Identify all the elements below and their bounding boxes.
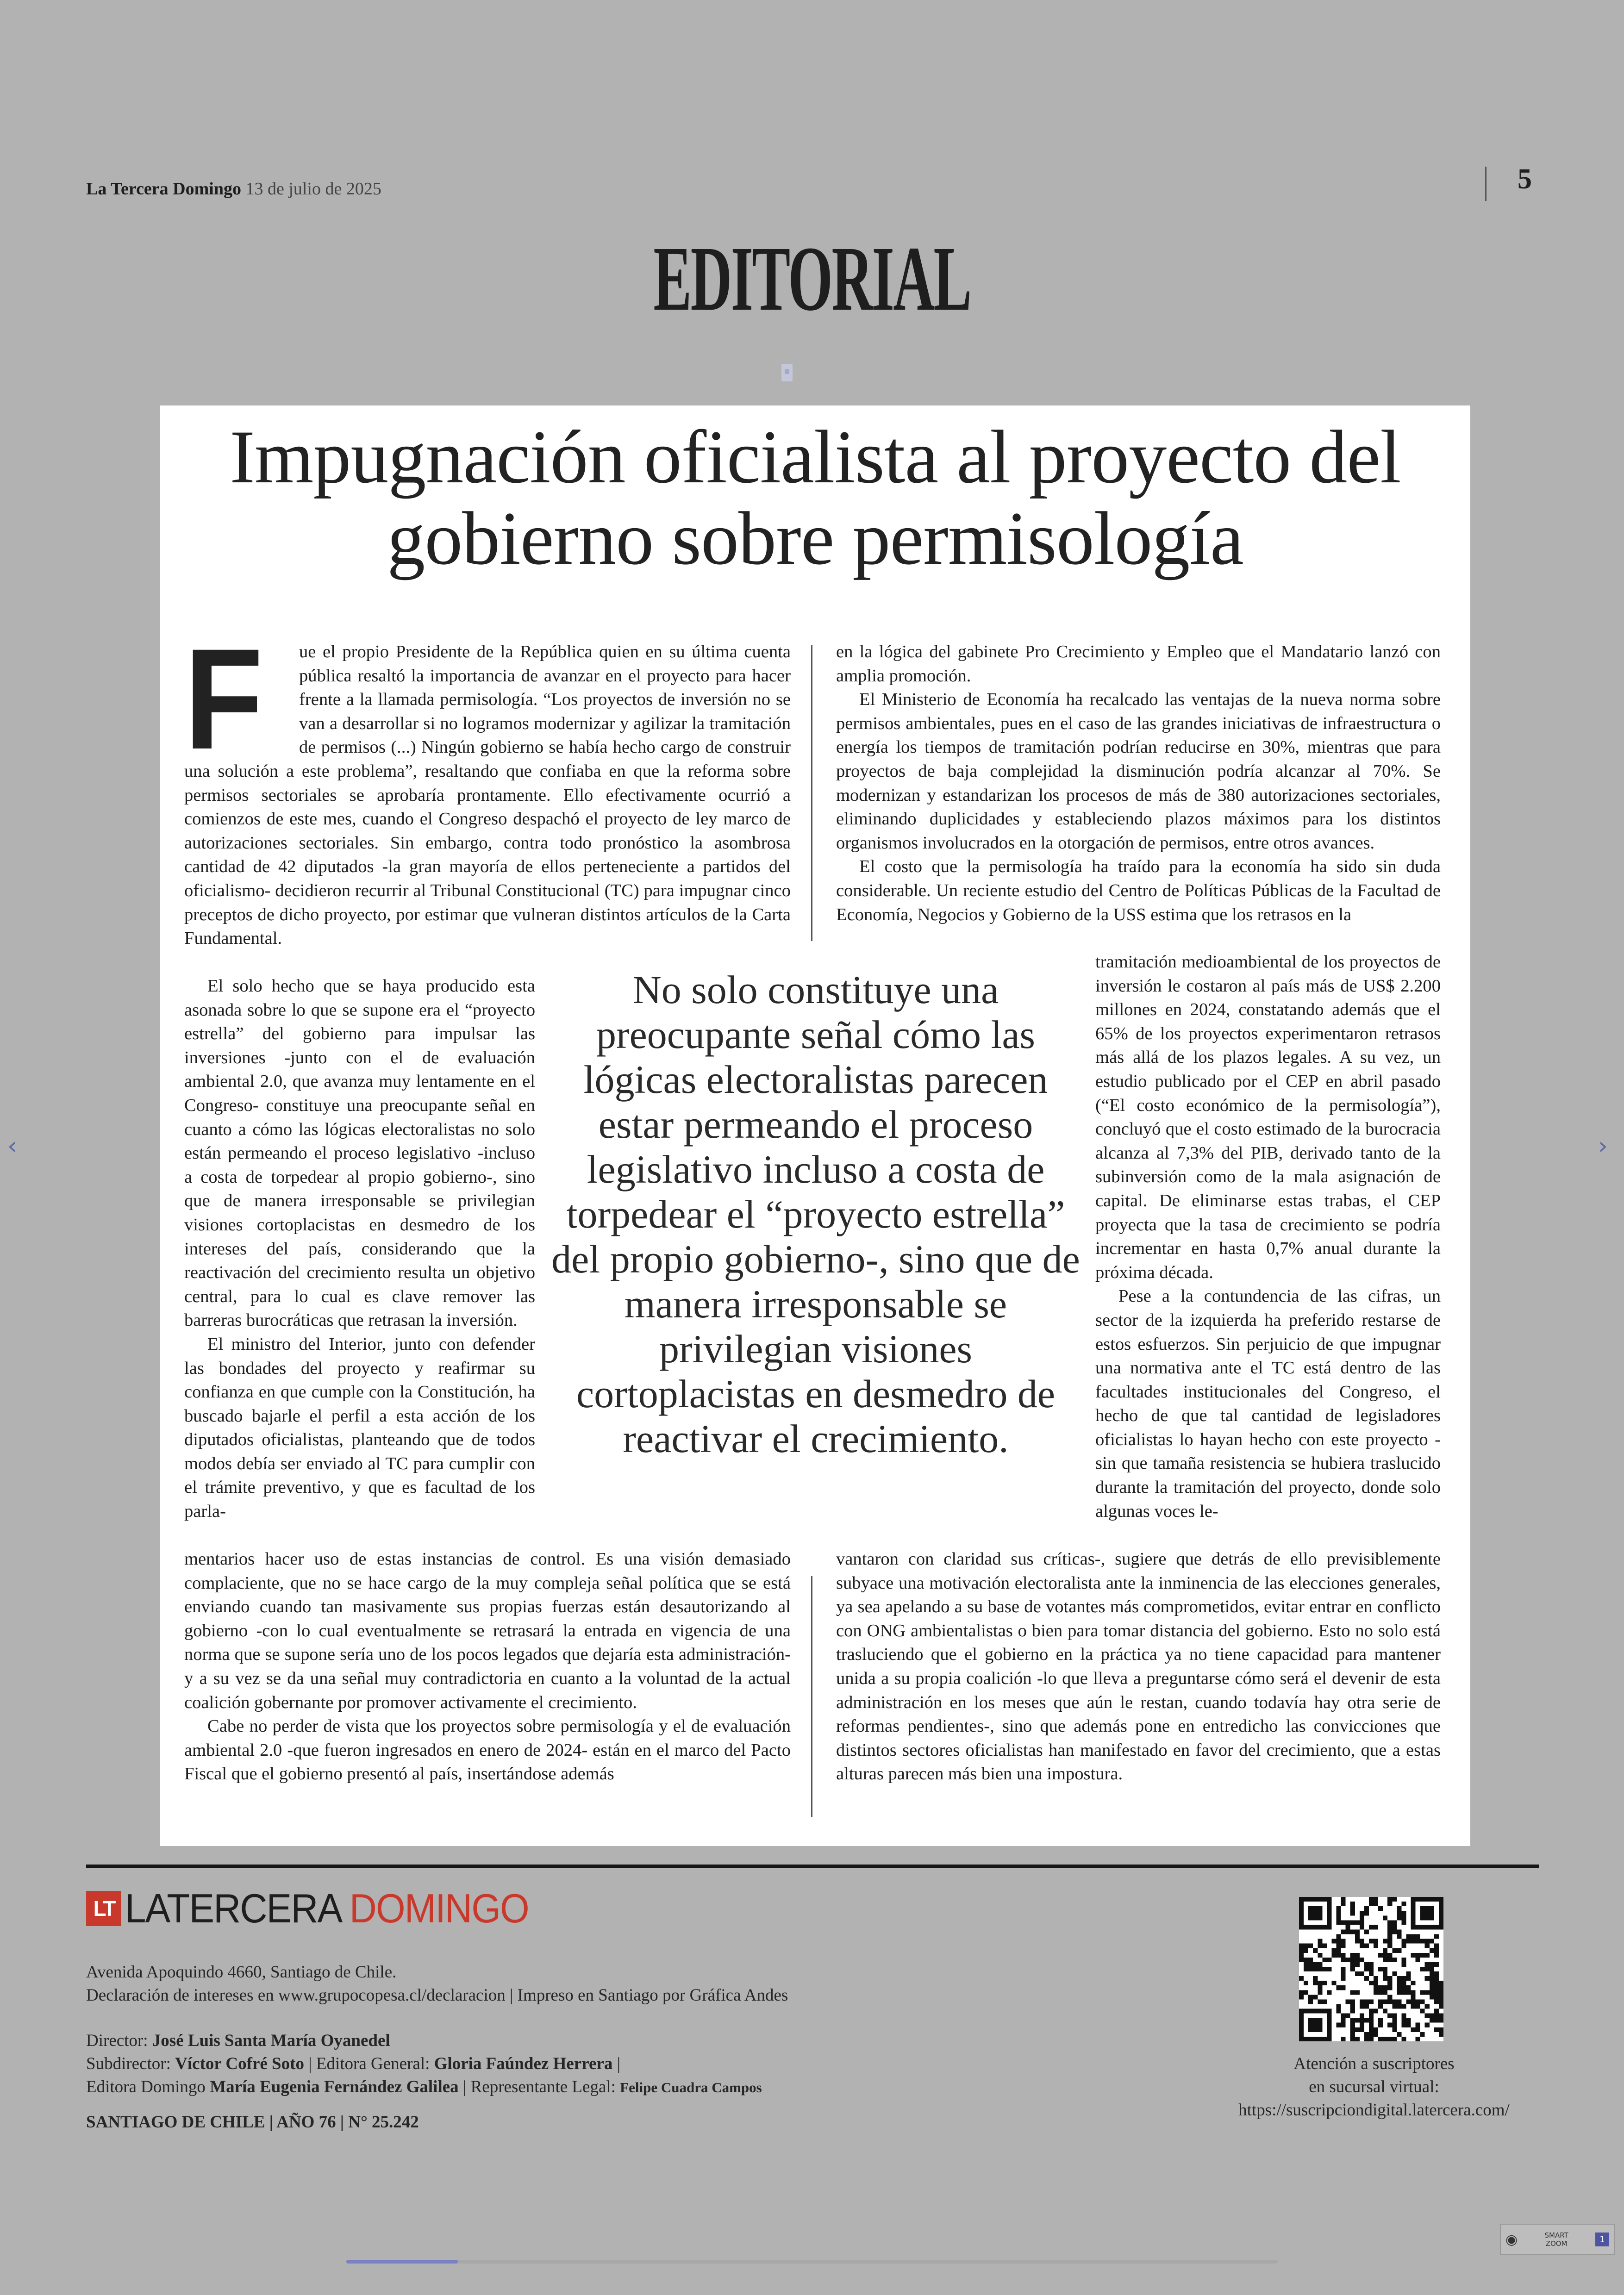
subscriber-note: Atención a suscriptores en sucursal virtual: https://suscripciondigital.latercera.com/ xyxy=(1213,2052,1535,2122)
page-progress-fill xyxy=(346,2260,458,2264)
paragraph: El solo hecho que se haya producido esta asonada sobre lo que se supone era el “proyecto estrella” del gobierno para impulsar las inversiones -junto con el de evaluación ambiental 2.0, que avanza muy lentamente en el Congreso- constituye una preocupante señal en cuanto a cómo las lógicas electoralistas no solo están permeando el proceso legislativo -incluso a costa de torpedear al propio gobierno-, sino que de manera irresponsable se privilegian visiones cortoplacistas en desmedro de los intereses del país, considerando que la reactivación del crecimiento resulta un objetivo central, para lo cual es clave remover las barreras burocráticas que retrasan la inversión. xyxy=(184,976,535,1330)
masthead-staff xyxy=(86,2029,762,2099)
column-left-bottom xyxy=(184,1547,791,1786)
paragraph: ue el propio Presidente de la República quien en su última cuenta pública resaltó la importancia de avanzar en el proyecto para hacer frente a la llamada permisología. “Los proyectos de inversión no se van a desarrollar si no logramos modernizar y agilizar la tramitación de permisos (...) Ningún gobierno se había hecho cargo de construir una solución a este problema”, resaltando que confiaba en que la reforma sobre permisos sectoriales se aprobaría prontamente. Ello efectivamente ocurrió a comienzos de este mes, cuando el Congreso despachó el proyecto de ley marco de autorizaciones sectoriales. Sin embargo, contra todo pronóstico la asombrosa cantidad de 42 diputados -la gran mayoría de ellos perteneciente a partidos del oficialismo- decidieron recurrir al Tribunal Constitucional (TC) para impugnar cinco preceptos de dicho proyecto, por estimar que vulneran distintos artículos de la Carta Fundamental. xyxy=(184,642,791,948)
publisher-address xyxy=(86,1961,788,2007)
column-left-middle xyxy=(184,974,535,1524)
logo-mark: LT xyxy=(86,1891,121,1926)
logo-main: LATERCERA xyxy=(125,1885,340,1931)
pull-quote: No solo constituye una preocupante señal cómo las lógicas electoralistas parecen estar permeando el proceso legislativo incluso a costa de torpedear el “proyecto estrella” del propio gobierno-, sino que de manera irresponsable se privilegian visiones cortoplacistas en desmedro de reactivar el crecimiento. xyxy=(551,967,1080,1461)
paper-name: La Tercera Domingo xyxy=(86,179,241,199)
smart-zoom-label: SMART ZOOM xyxy=(1544,2231,1568,2248)
column-right-bottom xyxy=(836,1547,1441,1786)
paragraph: en la lógica del gabinete Pro Crecimiento y Empleo que el Mandatario lanzó con amplia promoción. xyxy=(836,642,1441,686)
footer-rule xyxy=(86,1865,1539,1868)
edition-info: SANTIAGO DE CHILE | AÑO 76 | N° 25.242 xyxy=(86,2113,419,2132)
column-right-top xyxy=(836,640,1441,927)
subscriber-link[interactable]: https://suscripciondigital.latercera.com/ xyxy=(1238,2101,1510,2120)
next-page-button[interactable]: › xyxy=(1598,1132,1608,1160)
issue-date: 13 de julio de 2025 xyxy=(245,179,381,199)
paper-reference xyxy=(86,179,381,199)
smart-zoom-control[interactable] xyxy=(1500,2224,1615,2255)
qr-code-icon[interactable] xyxy=(1299,1897,1443,2041)
page-progress-track[interactable] xyxy=(346,2260,1278,2264)
zoom-badge: 1 xyxy=(1595,2233,1609,2246)
paragraph: mentarios hacer uso de estas instancias de control. Es una visión demasiado complaciente, que no se hace cargo de la muy compleja señal política que se está enviando cuando tan masivamente sus propias fuerzas están desautorizando al gobierno -con lo cual eventualmente se retrasará la entrada en vigencia de una norma que se supone sería uno de los pocos legados que dejaría esta administración- y a su vez se da una señal muy contradictoria en cuanto a la voluntad de la actual coalición gobernante por promover activamente el crecimiento. xyxy=(184,1549,791,1712)
eye-icon: ◉ xyxy=(1505,2231,1518,2248)
publication-logo xyxy=(86,1885,559,1931)
column-right-middle xyxy=(1095,950,1441,1523)
bookmark-icon[interactable] xyxy=(781,364,793,381)
logo-accent: DOMINGO xyxy=(349,1885,529,1931)
section-title: EDITORIAL xyxy=(653,228,971,330)
previous-page-button[interactable]: ‹ xyxy=(7,1132,17,1160)
column-divider xyxy=(811,645,812,941)
paragraph: Pese a la contundencia de las cifras, un sector de la izquierda ha preferido restarse de estos esfuerzos. Sin perjuicio de que impugnar una normativa ante el TC está dentro de las facultades institucionales del Congreso, el hecho de que tal cantidad de legisladores oficialistas lo hayan hecho con este proyecto -sin que tamaña resistencia se hubiera traslucido durante la tramitación del proyecto, donde solo algunas voces le- xyxy=(1095,1286,1441,1521)
declaration-line: Declaración de intereses en www.grupocopesa.cl/declaracion | Impreso en Santiago por Gráfica Andes xyxy=(86,1986,788,2005)
column-divider xyxy=(811,1576,812,1817)
editora-domingo-line: Editora Domingo María Eugenia Fernández Galilea | Representante Legal: Felipe Cuadra Campos xyxy=(86,2077,762,2096)
paragraph: El Ministerio de Economía ha recalcado las ventajas de la nueva norma sobre permisos ambientales, pues en el caso de las grandes iniciativas de infraestructura o energía los tiempos de tramitación podrían reducirse en 30%, mientras que para proyectos de baja complejidad la disminución podría alcanzar al 70%. Se modernizan y estandarizan los procesos de más de 380 autorizaciones sectoriales, eliminando duplicidades y estableciendo plazos máximos para los distintos organismos involucrados en la otorgación de permisos, entre otros avances. xyxy=(836,690,1441,853)
page-number-divider xyxy=(1485,167,1487,201)
paragraph: Cabe no perder de vista que los proyectos sobre permisología y el de evaluación ambiental 2.0 -que fueron ingresados en enero de 2024- están en el marco del Pacto Fiscal que el gobierno presentó al país, insertándose además xyxy=(184,1716,791,1784)
column-left-top xyxy=(184,618,791,951)
drop-cap: F xyxy=(184,618,263,779)
paragraph: tramitación medioambiental de los proyectos de inversión le costaron al país más de US$ 2.200 millones en 2024, constatando además que el 65% de los proyectos experimentaron retrasos más allá de los plazos legales. A su vez, un estudio publicado por el CEP en abril pasado (“El costo económico de la permisología”), concluyó que el costo estimado de la burocracia alcanza al 7,3% del PIB, derivado tanto de la subinversión como de la mala asignación de capital. De eliminarse estas trabas, el CEP proyecta que la tasa de crecimiento se podría incrementar en hasta 0,7% anual durante la próxima década. xyxy=(1095,952,1441,1282)
subdirector-line: Subdirector: Víctor Cofré Soto | Editora General: Gloria Faúndez Herrera | xyxy=(86,2054,620,2073)
paragraph: El costo que la permisología ha traído para la economía ha sido sin duda considerable. Un reciente estudio del Centro de Políticas Públicas de la Facultad de Economía, Negocios y Gobierno de la USS estima que los retrasos en la xyxy=(836,857,1441,924)
director-line: Director: José Luis Santa María Oyanedel xyxy=(86,2031,390,2050)
paragraph: vantaron con claridad sus críticas-, sugiere que detrás de ello previsiblemente subyace una motivación electoralista ante la inminencia de las elecciones generales, ya sea apelando a su base de votantes más comprometidos, evitar entrar en conflicto con ONG ambientalistas o bien para tomar distancia del gobierno. Esto no solo está trasluciendo que el gobierno en la práctica ya no tiene capacidad para mantener unida a su propia coalición -lo que lleva a preguntarse cómo será el devenir de esta administración en los meses que aún le restan, cuando todavía hay otra serie de reformas pendientes-, sino que además pone en entredicho las convicciones que distintos sectores oficialistas han manifestado en favor del crecimiento, que a estas alturas parecen más bien una impostura. xyxy=(836,1549,1441,1784)
address-line: Avenida Apoquindo 4660, Santiago de Chile. xyxy=(86,1963,397,1982)
page-number: 5 xyxy=(1518,163,1532,195)
logo-wordmark xyxy=(125,1885,529,1932)
article-headline: Impugnación oficialista al proyecto del gobierno sobre permisología xyxy=(230,415,1401,580)
paragraph: El ministro del Interior, junto con defender las bondades del proyecto y reafirmar su confianza en que cumple con la Constitución, ha buscado bajarle el perfil a esta acción de los diputados oficialistas, planteando que de todos modos debía ser enviado al TC para cumplir con el trámite preventivo, y que es facultad de los parla- xyxy=(184,1334,535,1522)
